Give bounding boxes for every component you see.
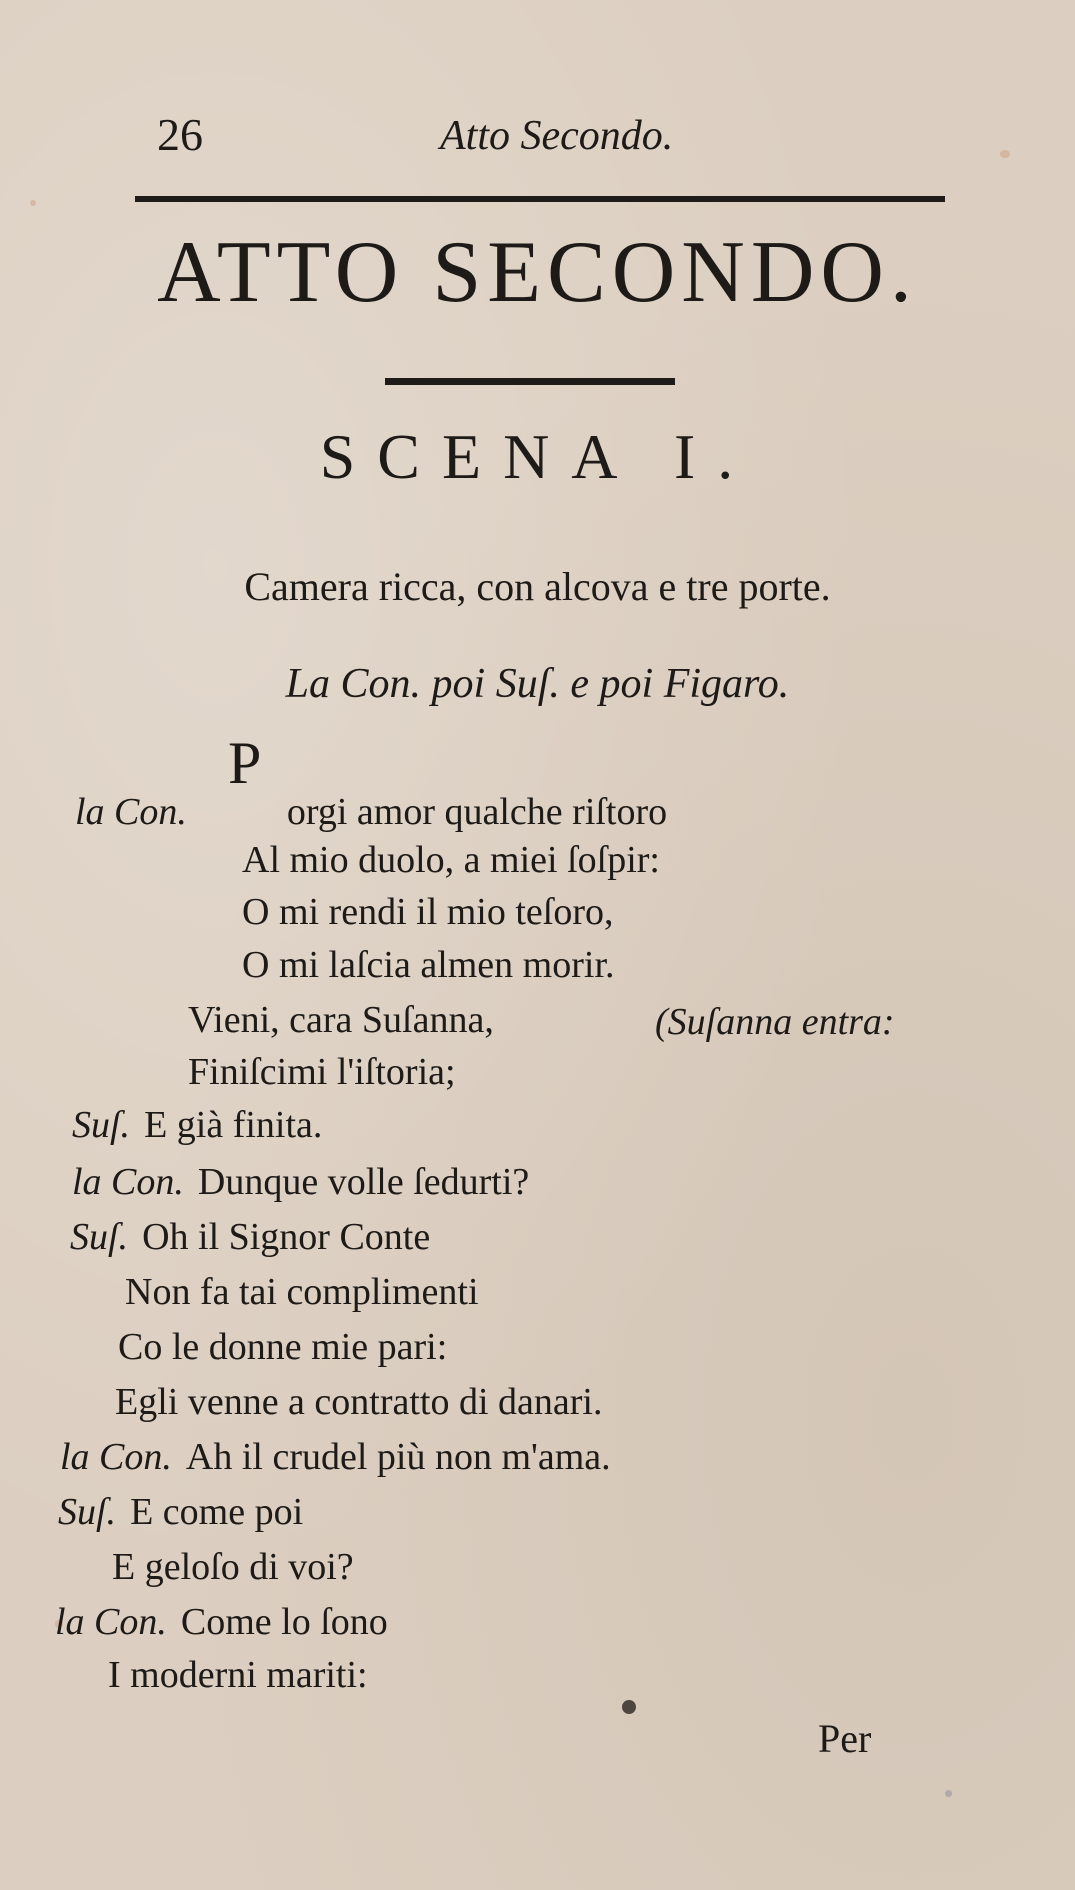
speaker-label: Suſ. [70, 1216, 129, 1258]
paper-speck [945, 1790, 952, 1797]
scene-title: SCENA I. [319, 421, 756, 492]
verse-text: O mi rendi il mio teſoro, [242, 891, 614, 933]
verse-line [242, 838, 660, 882]
verse-line [75, 790, 667, 834]
speaker-label: Suſ. [58, 1491, 117, 1533]
verse-text: orgi amor qualche riſtoro [286, 791, 668, 833]
page-number: 26 [157, 109, 203, 160]
drop-cap: P [228, 730, 262, 796]
verse-line [60, 1435, 611, 1479]
verse-text: Al mio duolo, a miei ſoſpir: [242, 839, 660, 881]
paper-speck [30, 200, 36, 206]
verse-line [58, 1490, 303, 1534]
section-rule [385, 378, 675, 385]
verse-text: I moderni mariti: [108, 1654, 368, 1696]
verse-text: E geloſo di voi? [112, 1546, 354, 1588]
speaker-label: la Con. [72, 1161, 184, 1203]
speaker-label: Suſ. [72, 1104, 131, 1146]
verse-text: Vieni, cara Suſanna, [188, 999, 494, 1041]
speaker-label: la Con. [75, 791, 187, 833]
verse-line [242, 890, 614, 934]
verse-text: Co le donne mie pari: [118, 1326, 448, 1368]
verse-text: Come lo ſono [180, 1601, 388, 1643]
verse-line [112, 1545, 354, 1589]
verse-text: E già finita. [144, 1104, 323, 1146]
verse-text: Dunque volle ſedurti? [197, 1161, 530, 1203]
act-title: ATTO SECONDO. [157, 224, 918, 321]
verse-line [115, 1380, 603, 1424]
verse-line [72, 1103, 322, 1147]
verse-text: Finiſcimi l'iſtoria; [188, 1051, 456, 1093]
verse-text: E come poi [130, 1491, 304, 1533]
running-head: Atto Secondo. [440, 113, 674, 159]
verse-line [118, 1325, 447, 1369]
verse-line [72, 1160, 529, 1204]
verse-line [55, 1600, 388, 1644]
running-header [0, 108, 1075, 168]
character-list: La Con. poi Suſ. e poi Figaro. [285, 661, 790, 707]
scene-setting: Camera ricca, con alcova e tre porte. [244, 564, 831, 609]
verse-line [108, 1653, 368, 1697]
verse-line [125, 1270, 479, 1314]
header-rule [135, 196, 945, 202]
speaker-label: la Con. [60, 1436, 172, 1478]
verse-text: Ah il crudel più non m'ama. [185, 1436, 611, 1478]
verse-text: O mi laſcia almen morir. [242, 944, 615, 986]
ink-blot [622, 1700, 636, 1714]
speaker-label: la Con. [55, 1601, 167, 1643]
verse-text: Non fa tai complimenti [125, 1271, 479, 1313]
verse-line [188, 998, 494, 1042]
stage-direction: (Suſanna entra: [655, 1001, 895, 1043]
verse-line [188, 1050, 456, 1094]
verse-line [70, 1215, 430, 1259]
verse-text: Oh il Signor Conte [142, 1216, 431, 1258]
verse-text: Egli venne a contratto di danari. [115, 1381, 603, 1423]
verse-line [242, 943, 615, 987]
catchword: Per [818, 1716, 872, 1761]
